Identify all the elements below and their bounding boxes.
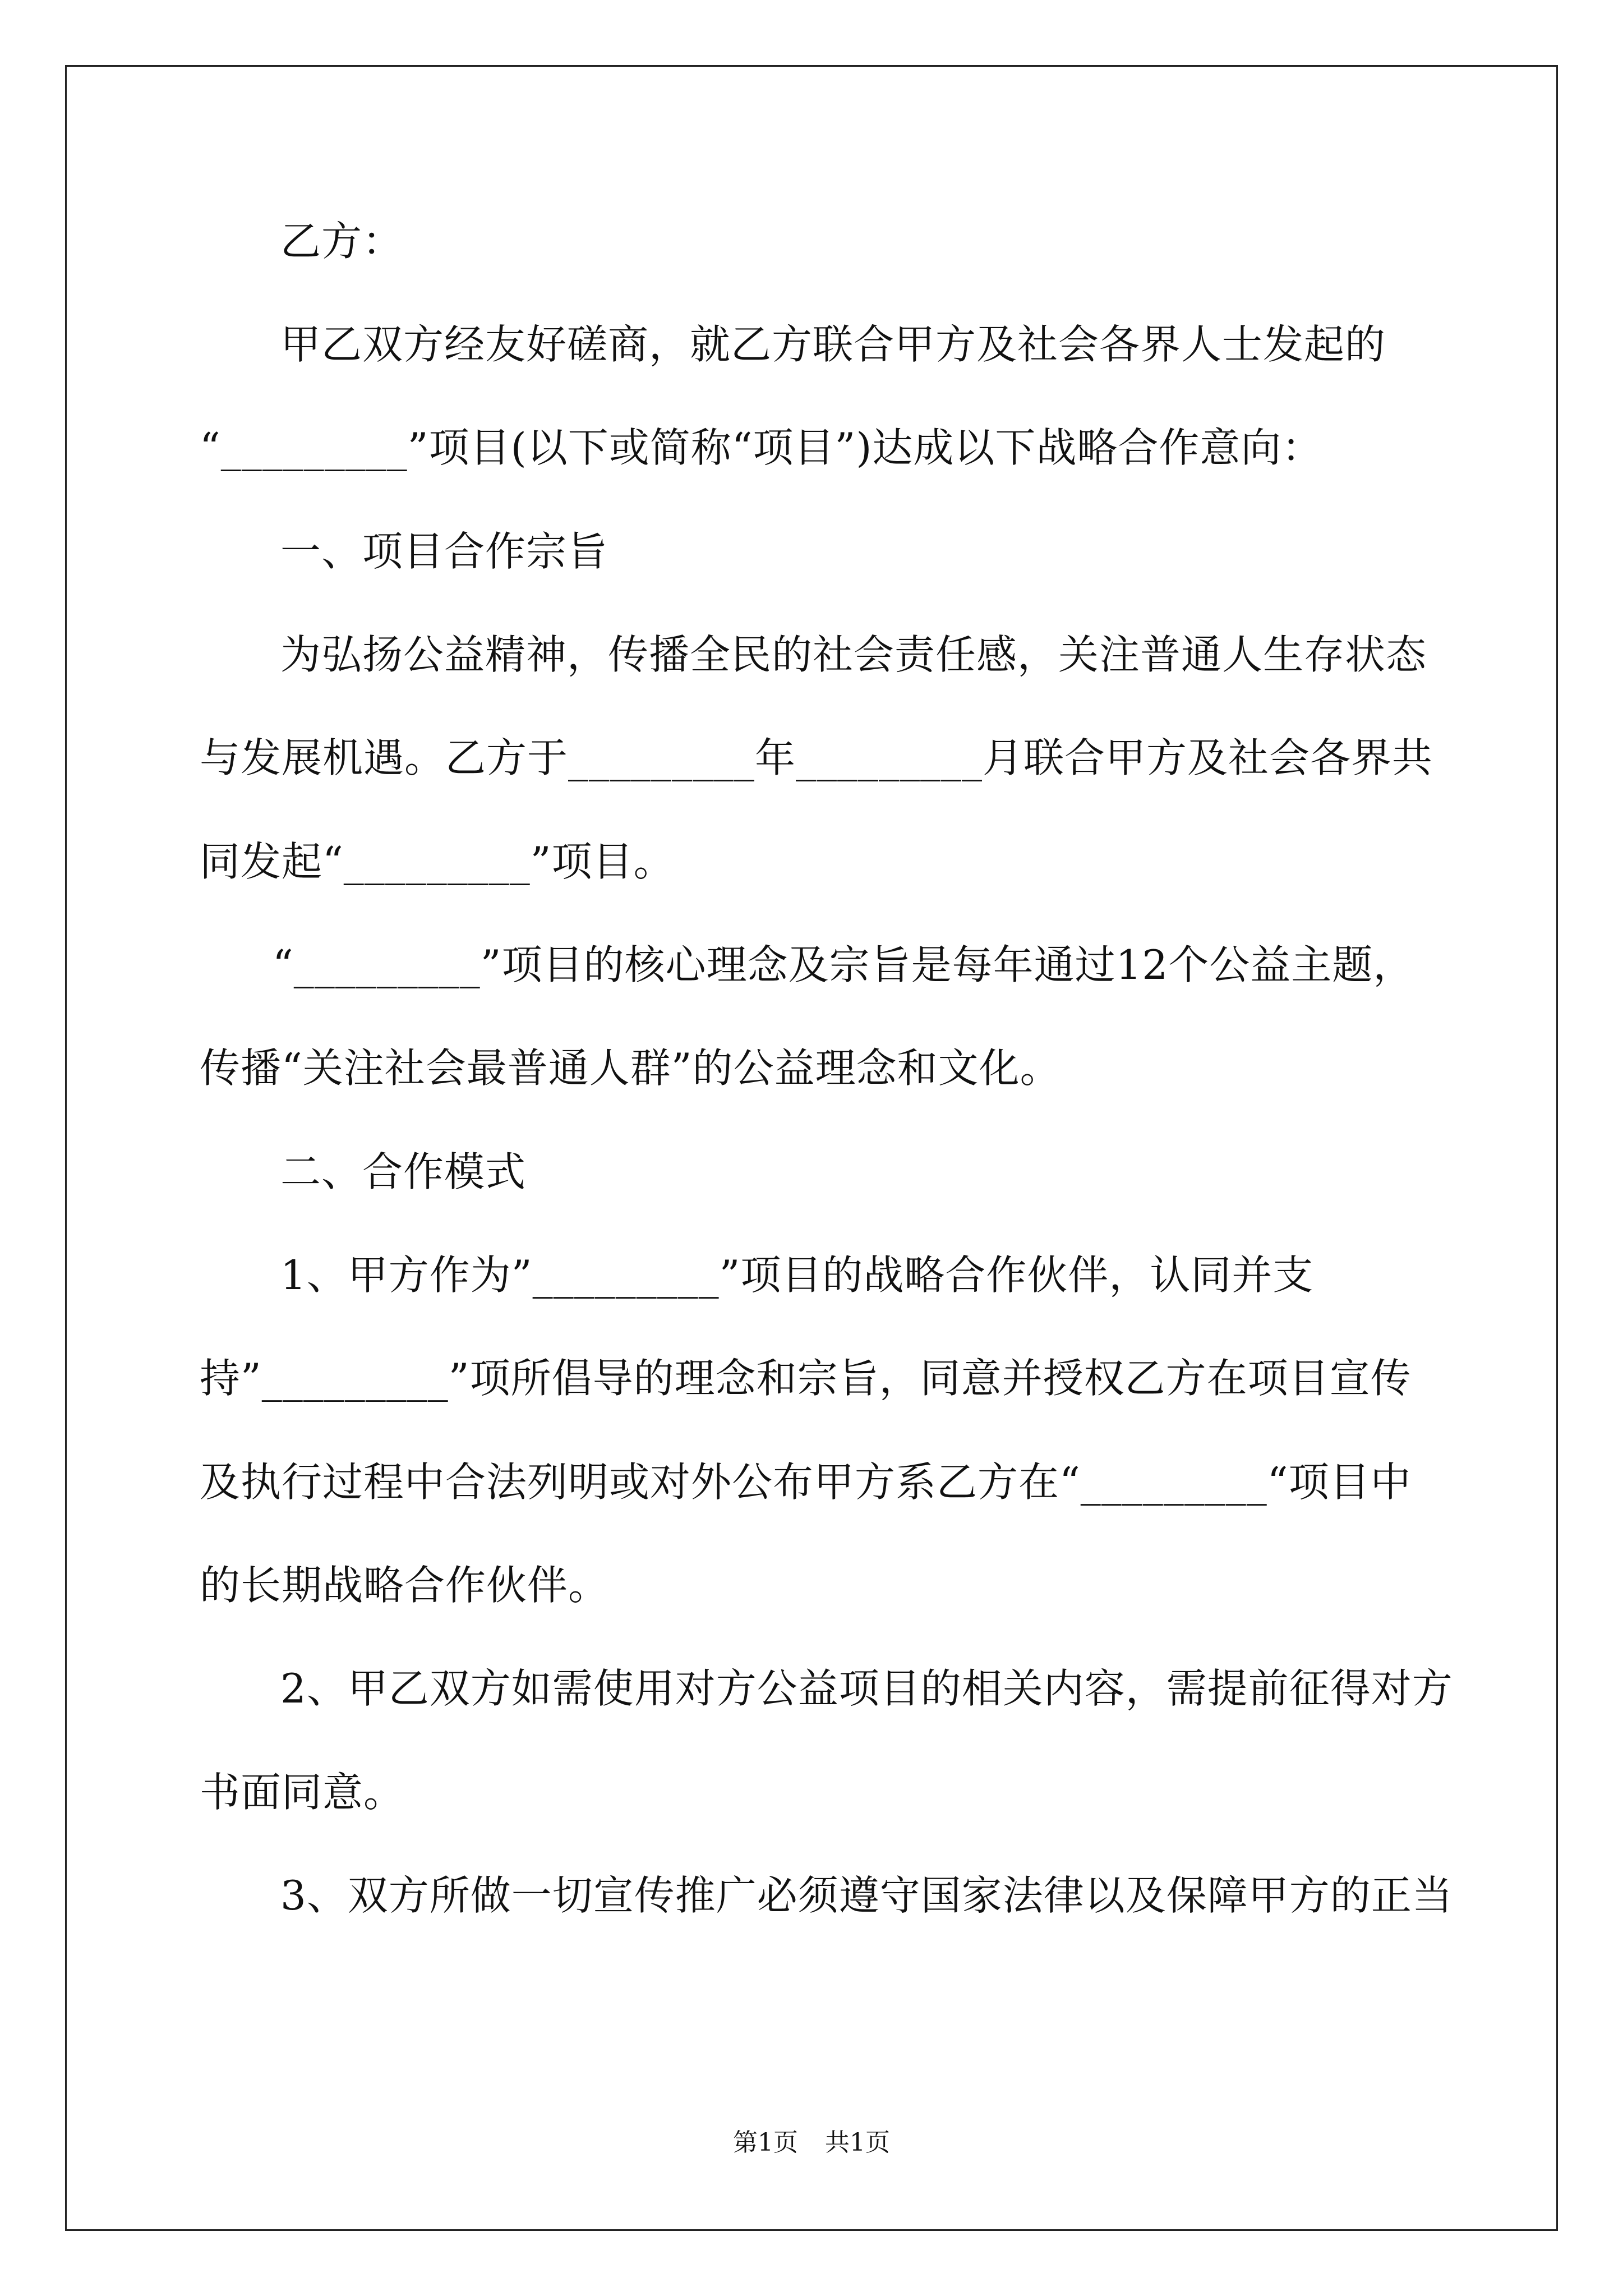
paragraph-line: 为弘扬公益精神，传播全民的社会责任感，关注普通人生存状态 bbox=[280, 631, 1427, 678]
paragraph-line: 2、甲乙双方如需使用对方公益项目的相关内容，需提前征得对方 bbox=[280, 1665, 1453, 1712]
paragraph-line: 传播“关注社会最普通人群”的公益理念和文化。 bbox=[200, 1045, 1061, 1092]
page-number-current: 第1页 bbox=[733, 2128, 798, 2157]
page-number-total: 共1页 bbox=[825, 2128, 890, 2157]
paragraph-line: 的长期战略合作伙伴。 bbox=[200, 1562, 610, 1609]
paragraph-line: 与发展机遇。乙方于_________年_________月联合甲方及社会各界共 bbox=[200, 734, 1433, 781]
paragraph-line: 1、甲方作为”_________”项目的战略合作伙伴，认同并支 bbox=[280, 1251, 1314, 1299]
paragraph-line: “_________”项目的核心理念及宗旨是每年通过12个公益主题， bbox=[273, 941, 1414, 988]
paragraph-line: 甲乙双方经友好磋商，就乙方联合甲方及社会各界人士发起的 bbox=[280, 321, 1386, 368]
section-heading-1: 一、项目合作宗旨 bbox=[280, 528, 608, 575]
paragraph-line: 持”_________”项所倡导的理念和宗旨，同意并授权乙方在项目宣传 bbox=[200, 1355, 1412, 1402]
paragraph-line: 及执行过程中合法列明或对外公布甲方系乙方在“_________“项目中 bbox=[200, 1458, 1412, 1506]
paragraph-line: “_________”项目(以下或简称“项目”)达成以下战略合作意向： bbox=[200, 424, 1323, 471]
section-heading-2: 二、合作模式 bbox=[280, 1148, 527, 1195]
party-b-label: 乙方： bbox=[280, 218, 404, 265]
page-footer bbox=[0, 2126, 1623, 2160]
paragraph-line: 书面同意。 bbox=[200, 1769, 405, 1816]
paragraph-line: 3、双方所做一切宣传推广必须遵守国家法律以及保障甲方的正当 bbox=[280, 1872, 1453, 1919]
paragraph-line: 同发起“_________”项目。 bbox=[200, 838, 675, 885]
